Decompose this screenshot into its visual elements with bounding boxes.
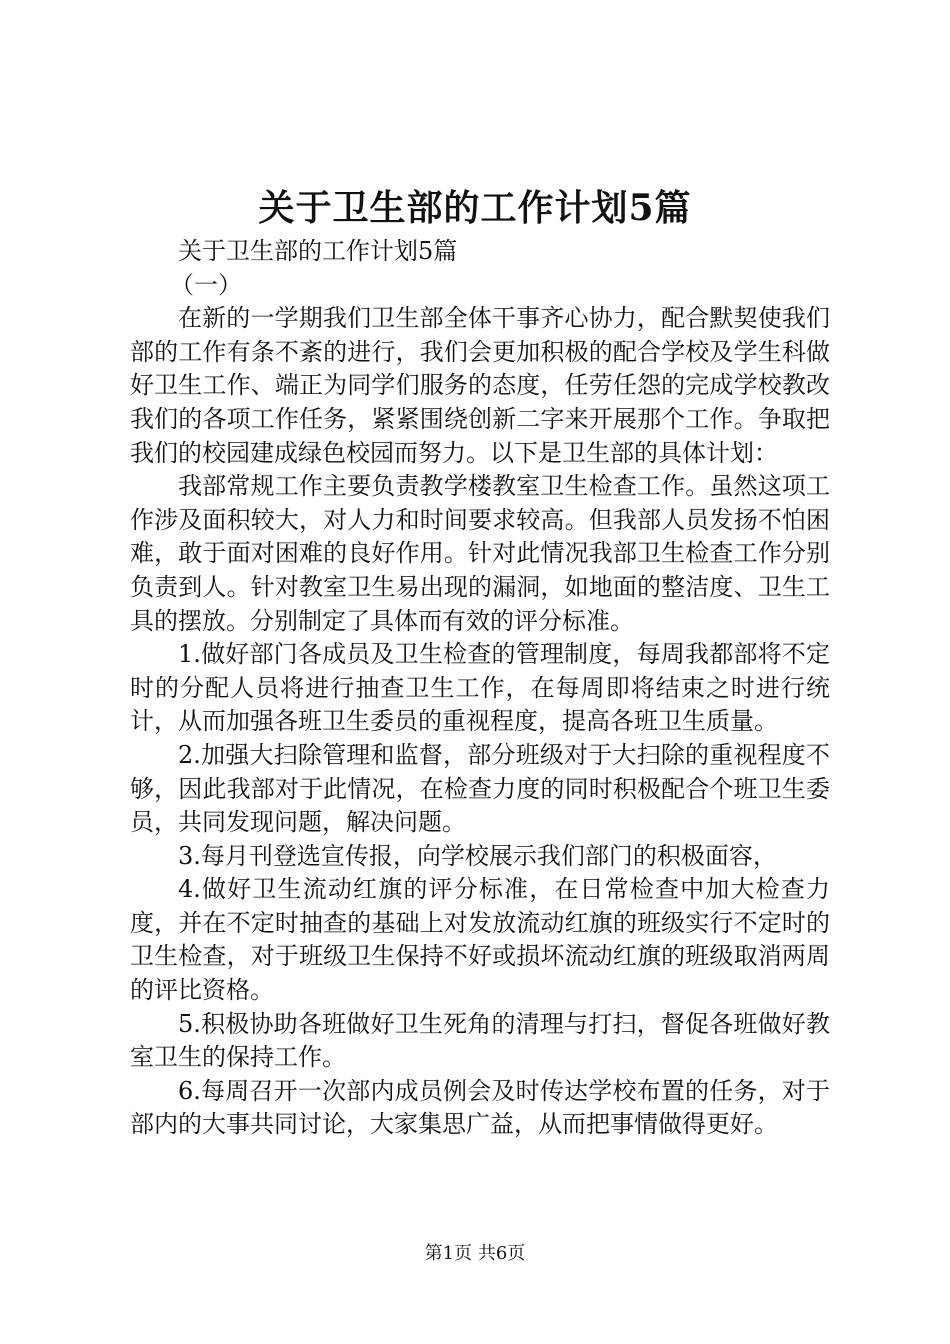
paragraph-item-2: 2.加强大扫除管理和监督，部分班级对于大扫除的重视程度不够，因此我部对于此情况，在检查力度的同时积极配合个班卫生委员，共同发现问题，解决问题。 bbox=[130, 740, 830, 837]
document-body bbox=[130, 235, 830, 1142]
document-subtitle: 关于卫生部的工作计划5篇 bbox=[178, 237, 458, 265]
paragraph-routine-work: 我部常规工作主要负责教学楼教室卫生检查工作。虽然这项工作涉及面积较大，对人力和时间要求较高。但我部人员发扬不怕困难，敢于面对困难的良好作用。针对此情况我部卫生检查工作分别负责到人。针对教室卫生易出现的漏洞，如地面的整洁度、卫生工具的摆放。分别制定了具体而有效的评分标准。 bbox=[130, 472, 830, 635]
section-marker: （一） bbox=[170, 270, 242, 299]
document-title: 关于卫生部的工作计划5篇 bbox=[258, 187, 692, 229]
paragraph-item-5: 5.积极协助各班做好卫生死角的清理与打扫，督促各班做好教室卫生的保持工作。 bbox=[130, 1009, 830, 1072]
paragraph-item-6: 6.每周召开一次部内成员例会及时传达学校布置的任务，对于部内的大事共同讨论，大家集思广益，从而把事情做得更好。 bbox=[130, 1076, 830, 1139]
paragraph-item-4: 4.做好卫生流动红旗的评分标准，在日常检查中加大检查力度，并在不定时抽查的基础上对发放流动红旗的班级实行不定时的卫生检查，对于班级卫生保持不好或损坏流动红旗的班级取消两周的评比资格。 bbox=[130, 875, 830, 1005]
paragraph-intro: 在新的一学期我们卫生部全体干事齐心协力，配合默契使我们部的工作有条不紊的进行，我们会更加积极的配合学校及学生科做好卫生工作、端正为同学们服务的态度，任劳任怨的完成学校教改我们的各项工作任务，紧紧围绕创新二字来开展那个工作。争取把我们的校园建成绿色校园而努力。以下是卫生部的具体计划： bbox=[130, 304, 830, 467]
page-number-footer: 第1页 共6页 bbox=[424, 1243, 526, 1264]
paragraph-item-3: 3.每月刊登选宣传报，向学校展示我们部门的积极面容， bbox=[178, 841, 777, 870]
paragraph-item-1: 1.做好部门各成员及卫生检查的管理制度，每周我都部将不定时的分配人员将进行抽查卫生工作，在每周即将结束之时进行统计，从而加强各班卫生委员的重视程度，提高各班卫生质量。 bbox=[130, 640, 830, 736]
